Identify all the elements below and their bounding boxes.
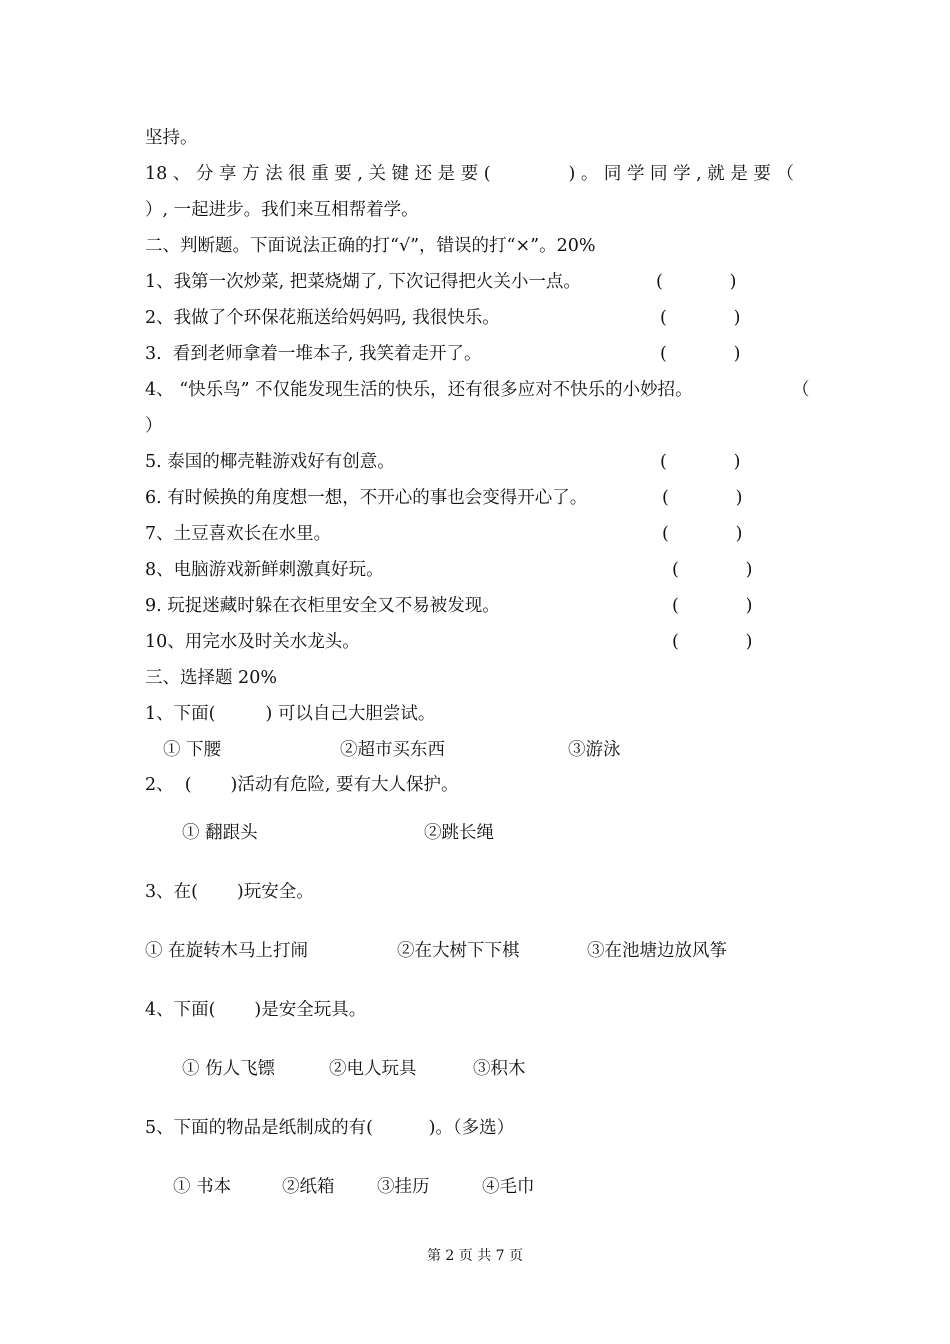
answer-blank: ( ) <box>660 452 741 472</box>
choice-question-4: 4、下面( )是安全玩具。 <box>145 1000 367 1020</box>
answer-blank: ( ) <box>672 632 753 652</box>
judgement-item-2: 2、我做了个环保花瓶送给妈妈吗, 我很快乐。 <box>145 308 500 328</box>
answer-blank: ( ) <box>662 524 743 544</box>
choice-option: ②跳长绳 <box>424 823 494 843</box>
section-heading-choice: 三、选择题 20% <box>145 668 277 688</box>
answer-blank: ( ) <box>656 272 737 292</box>
choice-option: ③游泳 <box>568 740 621 760</box>
judgement-item-6: 6. 有时候换的角度想一想，不开心的事也会变得开心了。 <box>145 488 588 508</box>
choice-option: ① 翻跟头 <box>182 823 258 843</box>
choice-option: ③挂历 <box>377 1177 430 1197</box>
choice-question-5: 5、下面的物品是纸制成的有( )。（多选） <box>145 1118 515 1138</box>
judgement-item-8: 8、电脑游戏新鲜刺激真好玩。 <box>145 560 384 580</box>
answer-blank: ( ) <box>672 560 753 580</box>
judgement-item-10: 10、用完水及时关水龙头。 <box>145 632 360 652</box>
choice-option: ① 书本 <box>173 1177 232 1197</box>
answer-blank: ( ) <box>672 596 753 616</box>
choice-option: ① 伤人飞镖 <box>182 1059 276 1079</box>
choice-option: ③在池塘边放风筝 <box>587 941 727 961</box>
page-footer: 第 2 页 共 7 页 <box>426 1248 524 1264</box>
section-heading-judgement: 二、判断题。下面说法正确的打“√”，错误的打“×”。20% <box>145 236 596 256</box>
choice-option: ②纸箱 <box>282 1177 335 1197</box>
judgement-item-1: 1、我第一次炒菜, 把菜烧煳了, 下次记得把火关小一点。 <box>145 272 581 292</box>
choice-option: ②电人玩具 <box>329 1059 417 1079</box>
text-line: 坚持。 <box>145 128 198 148</box>
answer-blank: ( ) <box>660 344 741 364</box>
choice-option: ③积木 <box>473 1059 526 1079</box>
answer-blank: ( ) <box>662 488 743 508</box>
choice-option: ① 在旋转木马上打闹 <box>145 941 309 961</box>
choice-question-2: 2、 ( )活动有危险, 要有大人保护。 <box>145 775 459 795</box>
choice-option: ④毛巾 <box>482 1177 535 1197</box>
question-18: 18 、 分 享 方 法 很 重 要 , 关 键 还 是 要 ( ) 。 同 学 同 学 , 就 是 要 （ <box>145 164 794 184</box>
judgement-item-7: 7、土豆喜欢长在水里。 <box>145 524 332 544</box>
choice-option: ②超市买东西 <box>340 740 445 760</box>
text-line: ）, 一起进步。我们来互相帮着学。 <box>145 200 419 220</box>
answer-blank-close: ） <box>145 416 163 436</box>
answer-blank-open: （ <box>792 380 810 400</box>
judgement-item-5: 5. 泰国的椰壳鞋游戏好有创意。 <box>145 452 395 472</box>
judgement-item-3: 3. 看到老师拿着一堆本子, 我笑着走开了。 <box>145 344 482 364</box>
judgement-item-4: 4、 “快乐鸟” 不仅能发现生活的快乐，还有很多应对不快乐的小妙招。 <box>145 380 693 400</box>
judgement-item-9: 9. 玩捉迷藏时躲在衣柜里安全又不易被发现。 <box>145 596 500 616</box>
choice-option: ① 下腰 <box>163 740 222 760</box>
choice-option: ②在大树下下棋 <box>397 941 520 961</box>
choice-question-1: 1、下面( ) 可以自己大胆尝试。 <box>145 704 436 724</box>
answer-blank: ( ) <box>660 308 741 328</box>
choice-question-3: 3、在( )玩安全。 <box>145 882 314 902</box>
